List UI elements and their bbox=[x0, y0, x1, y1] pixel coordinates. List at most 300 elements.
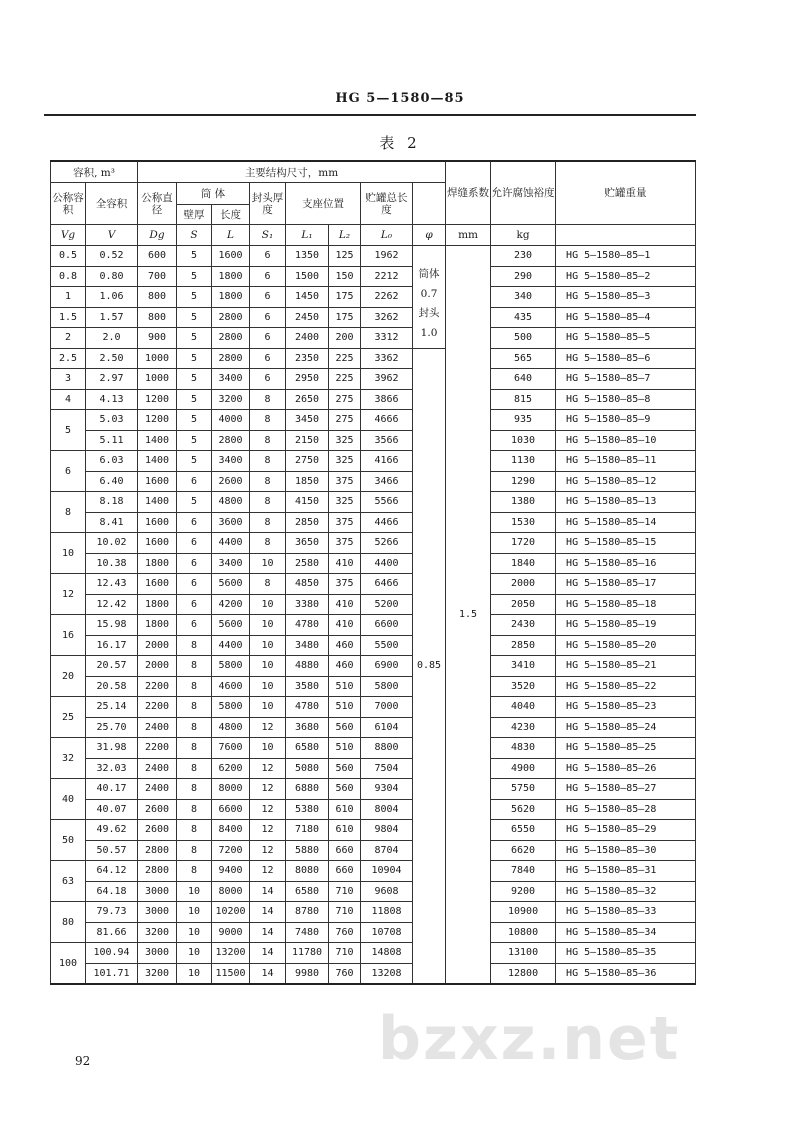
cell-tank-weight: 565 bbox=[491, 348, 556, 369]
cell-head-thickness: 8 bbox=[250, 512, 286, 533]
cell-head-thickness: 12 bbox=[250, 758, 286, 779]
shell-length-header: 长度 bbox=[212, 205, 250, 225]
cell-support-l1: 2400 bbox=[286, 328, 329, 349]
cell-diameter: 2200 bbox=[138, 676, 177, 697]
cell-standard-number: HG 5—1580—85—15 bbox=[556, 533, 696, 554]
table-body bbox=[51, 246, 696, 985]
cell-shell-thickness: 8 bbox=[177, 717, 212, 738]
cell-total-length: 6900 bbox=[361, 656, 413, 677]
cell-shell-thickness: 10 bbox=[177, 881, 212, 902]
cell-support-l1: 2950 bbox=[286, 369, 329, 390]
cell-standard-number: HG 5—1580—85—13 bbox=[556, 492, 696, 513]
cell-support-l1: 7480 bbox=[286, 922, 329, 943]
cell-support-l2: 175 bbox=[329, 307, 361, 328]
cell-total-volume: 101.71 bbox=[86, 963, 138, 984]
cell-tank-weight: 1530 bbox=[491, 512, 556, 533]
cell-standard-number: HG 5—1580—85—24 bbox=[556, 717, 696, 738]
cell-diameter: 2000 bbox=[138, 656, 177, 677]
cell-shell-length: 4000 bbox=[212, 410, 250, 431]
cell-total-volume: 8.18 bbox=[86, 492, 138, 513]
cell-standard-number: HG 5—1580—85—14 bbox=[556, 512, 696, 533]
cell-nominal-volume: 1.5 bbox=[51, 307, 86, 328]
cell-total-volume: 16.17 bbox=[86, 635, 138, 656]
cell-total-volume: 5.03 bbox=[86, 410, 138, 431]
cell-diameter: 2800 bbox=[138, 861, 177, 882]
cell-support-l2: 660 bbox=[329, 840, 361, 861]
cell-head-thickness: 8 bbox=[250, 492, 286, 513]
cell-tank-weight: 500 bbox=[491, 328, 556, 349]
table-row bbox=[51, 553, 696, 574]
table-row bbox=[51, 902, 696, 923]
cell-weld-notes bbox=[413, 246, 446, 349]
cell-standard-number: HG 5—1580—85—19 bbox=[556, 615, 696, 636]
table-row bbox=[51, 246, 696, 267]
cell-tank-weight: 5620 bbox=[491, 799, 556, 820]
cell-standard-number: HG 5—1580—85—17 bbox=[556, 574, 696, 595]
cell-shell-thickness: 5 bbox=[177, 328, 212, 349]
watermark: bzxz.net bbox=[378, 1004, 681, 1074]
symbol-l1: L₁ bbox=[286, 225, 329, 246]
cell-support-l1: 8780 bbox=[286, 902, 329, 923]
cell-shell-length: 3600 bbox=[212, 512, 250, 533]
cell-shell-length: 4400 bbox=[212, 533, 250, 554]
cell-head-thickness: 10 bbox=[250, 553, 286, 574]
cell-head-thickness: 6 bbox=[250, 369, 286, 390]
cell-head-thickness: 10 bbox=[250, 656, 286, 677]
cell-total-volume: 20.57 bbox=[86, 656, 138, 677]
tank-total-length-header: 贮罐总长度 bbox=[361, 183, 413, 225]
header-rule bbox=[44, 114, 696, 116]
cell-standard-number: HG 5—1580—85—29 bbox=[556, 820, 696, 841]
cell-support-l1: 3650 bbox=[286, 533, 329, 554]
weld-note-line: 0.7 bbox=[420, 287, 438, 300]
cell-head-thickness: 12 bbox=[250, 779, 286, 800]
cell-weld-factor: 0.85 bbox=[413, 348, 446, 984]
cell-support-l2: 225 bbox=[329, 369, 361, 390]
table-row bbox=[51, 840, 696, 861]
cell-shell-thickness: 8 bbox=[177, 799, 212, 820]
cell-support-l1: 5880 bbox=[286, 840, 329, 861]
cell-support-l2: 375 bbox=[329, 533, 361, 554]
table-row bbox=[51, 738, 696, 759]
cell-nominal-volume: 3 bbox=[51, 369, 86, 390]
cell-nominal-volume: 32 bbox=[51, 738, 86, 779]
nominal-diameter-header: 公称直径 bbox=[138, 183, 177, 225]
cell-support-l1: 4780 bbox=[286, 697, 329, 718]
cell-head-thickness: 12 bbox=[250, 840, 286, 861]
table-row bbox=[51, 574, 696, 595]
table-row bbox=[51, 697, 696, 718]
cell-shell-length: 4400 bbox=[212, 635, 250, 656]
cell-nominal-volume: 6 bbox=[51, 451, 86, 492]
cell-total-length: 4666 bbox=[361, 410, 413, 431]
cell-nominal-volume: 63 bbox=[51, 861, 86, 902]
cell-shell-length: 1800 bbox=[212, 287, 250, 308]
cell-shell-length: 3400 bbox=[212, 369, 250, 390]
cell-standard-number: HG 5—1580—85—32 bbox=[556, 881, 696, 902]
cell-support-l1: 2850 bbox=[286, 512, 329, 533]
cell-head-thickness: 14 bbox=[250, 943, 286, 964]
cell-total-length: 13208 bbox=[361, 963, 413, 984]
cell-diameter: 2600 bbox=[138, 820, 177, 841]
cell-shell-thickness: 10 bbox=[177, 902, 212, 923]
cell-shell-thickness: 6 bbox=[177, 512, 212, 533]
cell-shell-length: 9400 bbox=[212, 861, 250, 882]
cell-total-length: 6600 bbox=[361, 615, 413, 636]
cell-nominal-volume: 2 bbox=[51, 328, 86, 349]
cell-total-length: 10708 bbox=[361, 922, 413, 943]
cell-tank-weight: 13100 bbox=[491, 943, 556, 964]
cell-support-l1: 4850 bbox=[286, 574, 329, 595]
cell-total-volume: 50.57 bbox=[86, 840, 138, 861]
cell-total-volume: 100.94 bbox=[86, 943, 138, 964]
cell-diameter: 1800 bbox=[138, 553, 177, 574]
cell-diameter: 1400 bbox=[138, 492, 177, 513]
cell-total-volume: 31.98 bbox=[86, 738, 138, 759]
tank-weight-header: 贮罐重量 bbox=[556, 161, 696, 225]
cell-support-l2: 710 bbox=[329, 881, 361, 902]
cell-diameter: 1200 bbox=[138, 389, 177, 410]
cell-support-l1: 2750 bbox=[286, 451, 329, 472]
cell-shell-length: 5600 bbox=[212, 615, 250, 636]
cell-support-l1: 11780 bbox=[286, 943, 329, 964]
symbol-l2: L₂ bbox=[329, 225, 361, 246]
cell-diameter: 2400 bbox=[138, 758, 177, 779]
cell-nominal-volume: 100 bbox=[51, 943, 86, 985]
cell-head-thickness: 12 bbox=[250, 820, 286, 841]
cell-tank-weight: 640 bbox=[491, 369, 556, 390]
cell-shell-thickness: 8 bbox=[177, 656, 212, 677]
cell-nominal-volume: 1 bbox=[51, 287, 86, 308]
cell-shell-length: 4200 bbox=[212, 594, 250, 615]
cell-total-volume: 12.42 bbox=[86, 594, 138, 615]
cell-diameter: 1800 bbox=[138, 615, 177, 636]
cell-head-thickness: 6 bbox=[250, 287, 286, 308]
cell-total-volume: 49.62 bbox=[86, 820, 138, 841]
cell-diameter: 2200 bbox=[138, 738, 177, 759]
cell-support-l2: 560 bbox=[329, 717, 361, 738]
cell-nominal-volume: 10 bbox=[51, 533, 86, 574]
unit-mm: mm bbox=[446, 225, 491, 246]
cell-total-volume: 2.97 bbox=[86, 369, 138, 390]
cell-total-length: 5200 bbox=[361, 594, 413, 615]
cell-support-l1: 3580 bbox=[286, 676, 329, 697]
cell-tank-weight: 9200 bbox=[491, 881, 556, 902]
document-header: HG 5—1580—85 bbox=[335, 91, 465, 106]
cell-total-length: 5800 bbox=[361, 676, 413, 697]
cell-shell-thickness: 8 bbox=[177, 635, 212, 656]
cell-total-length: 8800 bbox=[361, 738, 413, 759]
cell-support-l1: 1350 bbox=[286, 246, 329, 267]
cell-head-thickness: 10 bbox=[250, 594, 286, 615]
cell-shell-length: 11500 bbox=[212, 963, 250, 984]
cell-shell-thickness: 10 bbox=[177, 943, 212, 964]
cell-support-l2: 660 bbox=[329, 861, 361, 882]
cell-total-length: 5266 bbox=[361, 533, 413, 554]
cell-tank-weight: 12800 bbox=[491, 963, 556, 984]
cell-total-volume: 1.06 bbox=[86, 287, 138, 308]
table-row bbox=[51, 635, 696, 656]
cell-nominal-volume: 16 bbox=[51, 615, 86, 656]
cell-standard-number: HG 5—1580—85—5 bbox=[556, 328, 696, 349]
cell-standard-number: HG 5—1580—85—3 bbox=[556, 287, 696, 308]
cell-standard-number: HG 5—1580—85—18 bbox=[556, 594, 696, 615]
cell-total-length: 5500 bbox=[361, 635, 413, 656]
table-row bbox=[51, 594, 696, 615]
cell-shell-length: 2800 bbox=[212, 328, 250, 349]
cell-support-l2: 410 bbox=[329, 594, 361, 615]
table-row bbox=[51, 676, 696, 697]
cell-total-length: 7504 bbox=[361, 758, 413, 779]
cell-tank-weight: 2000 bbox=[491, 574, 556, 595]
cell-shell-thickness: 6 bbox=[177, 574, 212, 595]
cell-support-l2: 610 bbox=[329, 799, 361, 820]
cell-support-l2: 150 bbox=[329, 266, 361, 287]
cell-support-l1: 3380 bbox=[286, 594, 329, 615]
cell-shell-thickness: 5 bbox=[177, 266, 212, 287]
cell-shell-length: 7600 bbox=[212, 738, 250, 759]
cell-total-length: 1962 bbox=[361, 246, 413, 267]
cell-diameter: 1000 bbox=[138, 348, 177, 369]
table-row bbox=[51, 615, 696, 636]
table-row bbox=[51, 861, 696, 882]
cell-head-thickness: 12 bbox=[250, 861, 286, 882]
cell-standard-number: HG 5—1580—85—28 bbox=[556, 799, 696, 820]
cell-support-l1: 4150 bbox=[286, 492, 329, 513]
table-row bbox=[51, 512, 696, 533]
cell-shell-length: 1600 bbox=[212, 246, 250, 267]
table-row bbox=[51, 307, 696, 328]
cell-shell-thickness: 8 bbox=[177, 738, 212, 759]
cell-standard-number: HG 5—1580—85—22 bbox=[556, 676, 696, 697]
volume-group-header: 容积, m³ bbox=[51, 161, 138, 183]
cell-support-l1: 4880 bbox=[286, 656, 329, 677]
cell-diameter: 1200 bbox=[138, 410, 177, 431]
cell-head-thickness: 8 bbox=[250, 533, 286, 554]
cell-shell-length: 6600 bbox=[212, 799, 250, 820]
cell-support-l1: 2350 bbox=[286, 348, 329, 369]
cell-head-thickness: 6 bbox=[250, 328, 286, 349]
weld-note-line: 封头 bbox=[418, 307, 440, 319]
cell-tank-weight: 1720 bbox=[491, 533, 556, 554]
cell-support-l2: 510 bbox=[329, 676, 361, 697]
cell-diameter: 3000 bbox=[138, 881, 177, 902]
cell-diameter: 800 bbox=[138, 287, 177, 308]
table-row bbox=[51, 471, 696, 492]
cell-shell-length: 3400 bbox=[212, 451, 250, 472]
cell-total-volume: 32.03 bbox=[86, 758, 138, 779]
cell-support-l2: 275 bbox=[329, 389, 361, 410]
cell-nominal-volume: 0.8 bbox=[51, 266, 86, 287]
total-volume-header: 全容积 bbox=[86, 183, 138, 225]
table-row bbox=[51, 287, 696, 308]
cell-head-thickness: 8 bbox=[250, 451, 286, 472]
cell-support-l2: 375 bbox=[329, 574, 361, 595]
cell-shell-thickness: 5 bbox=[177, 348, 212, 369]
cell-total-volume: 40.17 bbox=[86, 779, 138, 800]
cell-head-thickness: 10 bbox=[250, 676, 286, 697]
cell-shell-thickness: 8 bbox=[177, 697, 212, 718]
cell-support-l2: 560 bbox=[329, 779, 361, 800]
cell-support-l1: 1450 bbox=[286, 287, 329, 308]
cell-head-thickness: 12 bbox=[250, 799, 286, 820]
cell-shell-length: 4800 bbox=[212, 717, 250, 738]
cell-shell-thickness: 10 bbox=[177, 963, 212, 984]
table-row bbox=[51, 656, 696, 677]
symbol-dg: Dg bbox=[138, 225, 177, 246]
cell-support-l2: 175 bbox=[329, 287, 361, 308]
cell-head-thickness: 8 bbox=[250, 389, 286, 410]
cell-total-volume: 8.41 bbox=[86, 512, 138, 533]
cell-shell-thickness: 5 bbox=[177, 287, 212, 308]
cell-head-thickness: 8 bbox=[250, 410, 286, 431]
cell-total-length: 9804 bbox=[361, 820, 413, 841]
symbol-v: V bbox=[86, 225, 138, 246]
cell-head-thickness: 10 bbox=[250, 738, 286, 759]
cell-total-length: 4166 bbox=[361, 451, 413, 472]
table-row bbox=[51, 492, 696, 513]
cell-diameter: 2400 bbox=[138, 779, 177, 800]
cell-total-length: 3866 bbox=[361, 389, 413, 410]
table-row bbox=[51, 779, 696, 800]
cell-shell-length: 6200 bbox=[212, 758, 250, 779]
cell-standard-number: HG 5—1580—85—25 bbox=[556, 738, 696, 759]
cell-nominal-volume: 40 bbox=[51, 779, 86, 820]
cell-head-thickness: 14 bbox=[250, 922, 286, 943]
symbol-s: S bbox=[177, 225, 212, 246]
cell-support-l1: 8080 bbox=[286, 861, 329, 882]
cell-support-l1: 3450 bbox=[286, 410, 329, 431]
cell-head-thickness: 6 bbox=[250, 348, 286, 369]
cell-total-volume: 6.03 bbox=[86, 451, 138, 472]
weld-note-line: 1.0 bbox=[420, 326, 438, 339]
cell-total-length: 9608 bbox=[361, 881, 413, 902]
cell-total-volume: 10.38 bbox=[86, 553, 138, 574]
cell-standard-number: HG 5—1580—85—30 bbox=[556, 840, 696, 861]
cell-shell-length: 5800 bbox=[212, 656, 250, 677]
cell-tank-weight: 4900 bbox=[491, 758, 556, 779]
cell-total-length: 3962 bbox=[361, 369, 413, 390]
cell-standard-number: HG 5—1580—85—26 bbox=[556, 758, 696, 779]
cell-diameter: 2800 bbox=[138, 840, 177, 861]
cell-support-l2: 375 bbox=[329, 512, 361, 533]
cell-head-thickness: 14 bbox=[250, 902, 286, 923]
cell-diameter: 1800 bbox=[138, 594, 177, 615]
cell-nominal-volume: 2.5 bbox=[51, 348, 86, 369]
cell-tank-weight: 1840 bbox=[491, 553, 556, 574]
cell-support-l1: 1850 bbox=[286, 471, 329, 492]
table-row bbox=[51, 799, 696, 820]
cell-tank-weight: 10900 bbox=[491, 902, 556, 923]
cell-tank-weight: 5750 bbox=[491, 779, 556, 800]
cell-total-volume: 25.14 bbox=[86, 697, 138, 718]
weld-note-line: 筒体 bbox=[418, 268, 440, 280]
head-thickness-header: 封头厚度 bbox=[250, 183, 286, 225]
cell-standard-number: HG 5—1580—85—36 bbox=[556, 963, 696, 984]
cell-standard-number: HG 5—1580—85—7 bbox=[556, 369, 696, 390]
cell-tank-weight: 340 bbox=[491, 287, 556, 308]
cell-support-l2: 510 bbox=[329, 738, 361, 759]
weld-factor-header: 焊缝系数 bbox=[446, 161, 491, 225]
cell-diameter: 2000 bbox=[138, 635, 177, 656]
cell-tank-weight: 290 bbox=[491, 266, 556, 287]
cell-head-thickness: 14 bbox=[250, 881, 286, 902]
cell-head-thickness: 6 bbox=[250, 307, 286, 328]
cell-standard-number: HG 5—1580—85—10 bbox=[556, 430, 696, 451]
cell-shell-thickness: 8 bbox=[177, 820, 212, 841]
cell-total-length: 14808 bbox=[361, 943, 413, 964]
cell-standard-number: HG 5—1580—85—11 bbox=[556, 451, 696, 472]
cell-diameter: 1600 bbox=[138, 512, 177, 533]
cell-tank-weight: 3520 bbox=[491, 676, 556, 697]
cell-standard-number: HG 5—1580—85—8 bbox=[556, 389, 696, 410]
cell-shell-thickness: 8 bbox=[177, 676, 212, 697]
cell-total-length: 3262 bbox=[361, 307, 413, 328]
cell-shell-thickness: 8 bbox=[177, 840, 212, 861]
cell-support-l2: 710 bbox=[329, 902, 361, 923]
cell-total-length: 8004 bbox=[361, 799, 413, 820]
cell-shell-length: 1800 bbox=[212, 266, 250, 287]
cell-support-l2: 325 bbox=[329, 430, 361, 451]
table-row bbox=[51, 922, 696, 943]
cell-shell-length: 8400 bbox=[212, 820, 250, 841]
cell-nominal-volume: 50 bbox=[51, 820, 86, 861]
cell-total-length: 9304 bbox=[361, 779, 413, 800]
cell-tank-weight: 1380 bbox=[491, 492, 556, 513]
cell-head-thickness: 6 bbox=[250, 266, 286, 287]
table-row bbox=[51, 533, 696, 554]
cell-shell-thickness: 5 bbox=[177, 451, 212, 472]
cell-total-volume: 4.13 bbox=[86, 389, 138, 410]
cell-shell-length: 2600 bbox=[212, 471, 250, 492]
cell-nominal-volume: 5 bbox=[51, 410, 86, 451]
cell-support-l2: 410 bbox=[329, 553, 361, 574]
corrosion-allowance-header: 允许腐蚀裕度 bbox=[491, 161, 556, 225]
cell-tank-weight: 2850 bbox=[491, 635, 556, 656]
cell-standard-number: HG 5—1580—85—21 bbox=[556, 656, 696, 677]
cell-standard-number: HG 5—1580—85—16 bbox=[556, 553, 696, 574]
cell-tank-weight: 4830 bbox=[491, 738, 556, 759]
cell-shell-length: 5600 bbox=[212, 574, 250, 595]
cell-total-volume: 40.07 bbox=[86, 799, 138, 820]
cell-head-thickness: 8 bbox=[250, 471, 286, 492]
cell-head-thickness: 10 bbox=[250, 697, 286, 718]
cell-nominal-volume: 0.5 bbox=[51, 246, 86, 267]
symbol-vg: Vg bbox=[51, 225, 86, 246]
cell-support-l2: 275 bbox=[329, 410, 361, 431]
cell-standard-number: HG 5—1580—85—23 bbox=[556, 697, 696, 718]
cell-standard-number: HG 5—1580—85—33 bbox=[556, 902, 696, 923]
cell-standard-number: HG 5—1580—85—9 bbox=[556, 410, 696, 431]
table-row bbox=[51, 266, 696, 287]
cell-total-volume: 0.80 bbox=[86, 266, 138, 287]
table-row bbox=[51, 717, 696, 738]
cell-shell-thickness: 8 bbox=[177, 779, 212, 800]
cell-shell-length: 8000 bbox=[212, 779, 250, 800]
symbol-l0: L₀ bbox=[361, 225, 413, 246]
cell-total-length: 2212 bbox=[361, 266, 413, 287]
cell-support-l2: 510 bbox=[329, 697, 361, 718]
cell-nominal-volume: 80 bbox=[51, 902, 86, 943]
cell-shell-thickness: 6 bbox=[177, 533, 212, 554]
table-row bbox=[51, 389, 696, 410]
cell-tank-weight: 230 bbox=[491, 246, 556, 267]
cell-support-l1: 2450 bbox=[286, 307, 329, 328]
cell-total-volume: 1.57 bbox=[86, 307, 138, 328]
cell-total-length: 3466 bbox=[361, 471, 413, 492]
cell-support-l2: 200 bbox=[329, 328, 361, 349]
cell-standard-number: HG 5—1580—85—1 bbox=[556, 246, 696, 267]
